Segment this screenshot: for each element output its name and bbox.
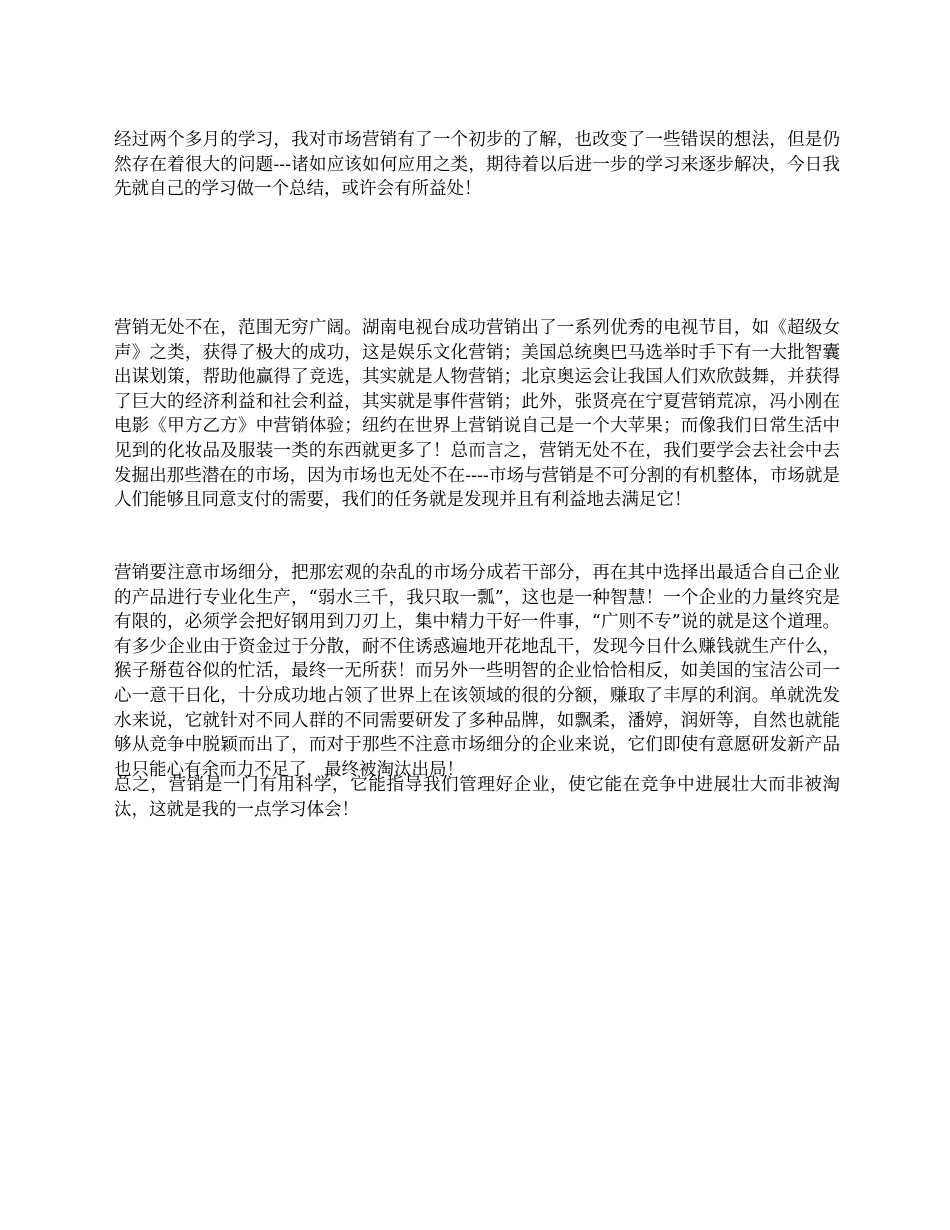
paragraph-intro: 经过两个多月的学习，我对市场营销有了一个初步的了解，也改变了一些错误的想法，但是仍然存在着很大的问题---诸如应该如何应用之类，期待着以后进一步的学习来逐步解决，今日我先就自己的学习做一个总结，或许会有所益处！ (114, 130, 840, 200)
paragraph-marketing-everywhere: 营销无处不在，范围无穷广阔。湖南电视台成功营销出了一系列优秀的电视节目，如《超级女声》之类，获得了极大的成功，这是娱乐文化营销；美国总统奥巴马选举时手下有一大批智囊出谋划策，帮助他赢得了竞选，其实就是人物营销；北京奥运会让我国人们欢欣鼓舞，并获得了巨大的经济利益和社会利益，其实就是事件营销；此外，张贤亮在宁夏营销荒凉，冯小刚在电影《甲方乙方》中营销体验；纽约在世界上营销说自己是一个大苹果；而像我们日常生活中见到的化妆品及服装一类的东西就更多了！总而言之，营销无处不在，我们要学会去社会中去发掘出那些潜在的市场，因为市场也无处不在----市场与营销是不可分割的有机整体，市场就是人们能够且同意支付的需要，我们的任务就是发现并且有利益地去满足它！ (114, 318, 840, 511)
paragraph-conclusion: 总之，营销是一门有用科学，它能指导我们管理好企业，使它能在竞争中进展壮大而非被淘汰，这就是我的一点学习体会！ (114, 775, 840, 820)
paragraph-market-segmentation: 营销要注意市场细分，把那宏观的杂乱的市场分成若干部分，再在其中选择出最适合自己企业的产品进行专业化生产，“弱水三千，我只取一瓢”，这也是一种智慧！一个企业的力量终究是有限的，必须学会把好钢用到刀刃上，集中精力干好一件事，“广则不专”说的就是这个道理。有多少企业由于资金过于分散，耐不住诱惑遍地开花地乱干，发现今日什么赚钱就生产什么，猴子掰苞谷似的忙活，最终一无所获！而另外一些明智的企业恰恰相反，如美国的宝洁公司一心一意干日化，十分成功地占领了世界上在该领域的很的分额，赚取了丰厚的利润。单就洗发水来说，它就针对不同人群的不同需要研发了多种品牌，如飘柔，潘婷，润妍等，自然也就能够从竞争中脱颖而出了，而对于那些不注意市场细分的企业来说，它们即使有意愿研发新产品也只能心有余而力不足了，最终被淘汰出局！ (114, 563, 840, 780)
